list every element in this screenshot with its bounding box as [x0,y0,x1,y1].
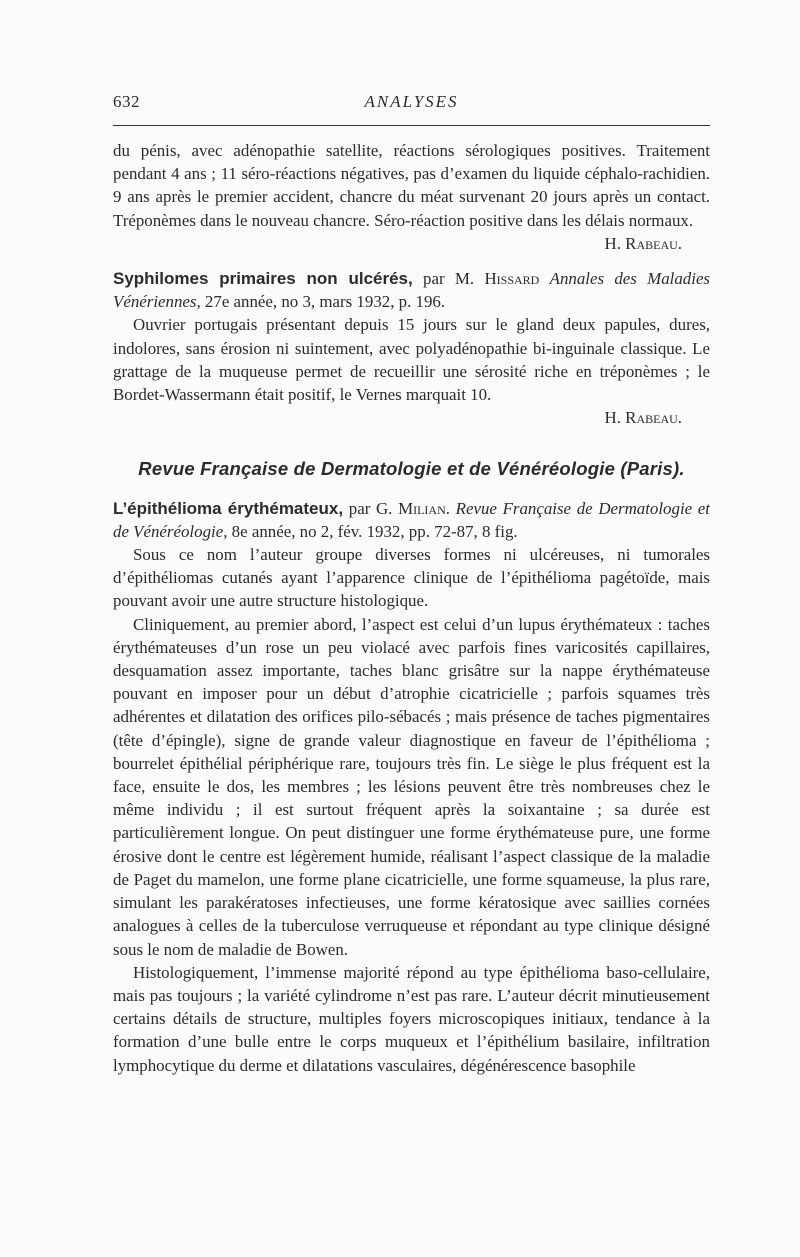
review-continued-body: du pénis, avec adénopathie satellite, réactions sérologiques positives. Traitement pendant 4 ans ; 11 séro-réactions négatives, pas d’examen du liquide céphalo-rachidien. 9 ans après le premier accident, chancre du méat survenant 20 jours après un contact. Tréponèmes dans le nouveau chancre. Séro-réaction positive dans les délais normaux. [113,141,710,230]
review-citation-details: , 27e année, no 3, mars 1932, p. 196. [196,292,446,312]
review-by: par G. [348,498,393,518]
review-signature: H. Rabeau. [604,408,682,428]
review-epithelioma [113,497,710,1077]
page-number: 632 [113,92,140,111]
review-citation [113,267,710,313]
review-journal: Revue Française de Dermatologie et de Vénéréologie [113,498,710,541]
review-title: Syphilomes primaires non ulcérés, [113,269,413,289]
review-body [113,313,710,429]
review-title: L’épithélioma érythémateux, [113,498,344,518]
review-syphilomes [113,267,710,429]
review-paragraph: Cliniquement, au premier abord, l’aspect est celui d’un lupus érythémateux : taches érythémateuses d’un rose un peu violacé avec parfois fines varicosités capillaires, desquamation assez importante, taches blanc grisâtre sur la nappe érythémateuse pouvant en imposer pour un début d’atrophie cicatricielle ; parfois squames très adhérentes et dilatation des orifices pilo-sébacés ; mais présence de taches pigmentaires (tête d’épingle), signe de grande valeur diagnostique en faveur de l’épithélioma ; bourrelet épithélial périphérique rare, toujours très fin. Le siège le plus fréquent est la face, ensuite le dos, les membres ; les lésions peuvent être très nombreuses chez le même individu ; il est surtout fréquent après la soixantaine ; sa durée est particulièrement longue. On peut distinguer une forme érythémateuse pure, une forme érosive dont le centre est légèrement humide, réalisant l’aspect classique de la maladie de Paget du mamelon, une forme plane cicatricielle, une forme squameuse, la plus rare, simulant les parakératoses infectieuses, une forme kératosique avec saillies cornées analogues à celles de la tuberculose verruqueuse et répondant au type clinique désigné sous le nom de maladie de Bowen. [113,614,710,959]
review-continued-text [113,139,710,255]
journal-section-heading: Revue Française de Dermatologie et de Vénéréologie (Paris). [138,458,685,480]
review-paragraph: Sous ce nom l’auteur groupe diverses formes ni ulcéreuses, ni tumorales d’épithéliomas cutanés ayant l’apparence clinique de l’épithélioma pagétoïde, mais pouvant avoir une autre structure histologique. [113,545,710,611]
review-by: par M. [423,269,475,289]
review-body-text: Ouvrier portugais présentant depuis 15 jours sur le gland deux papules, dures, indolores, sans érosion ni suintement, avec polyadénopathie bi-inguinale classique. Le grattage de la muqueuse permet de recueillir une sérosité riche en tréponèmes ; le Bordet-Wassermann était positif, le Vernes marquait 10. [113,315,710,405]
page-content [113,139,710,1077]
review-citation-details: , 8e année, no 2, fév. 1932, pp. 72-87, 8 fig. [223,521,518,541]
review-journal: Annales des Maladies Vénériennes [113,269,711,312]
review-paragraph: Histologiquement, l’immense majorité répond au type épithélioma baso-cellulaire, mais pas toujours ; la variété cylindrome n’est pas rare. L’auteur décrit minutieusement certains détails de structure, multiples foyers microscopiques initiaux, tendance à la formation d’une bulle entre le corps muqueux et l’épithélium basilaire, infiltration lymphocytique du derme et dilatations vasculaires, dégénérescence basophile [113,962,710,1075]
running-head: ANALYSES [364,92,459,111]
header-rule [113,125,710,126]
review-signature: H. Rabeau. [604,233,682,253]
review-author: Milian. [398,498,450,518]
review-author: Hissard [484,269,540,289]
review-citation [113,497,710,543]
page-header [113,92,710,120]
